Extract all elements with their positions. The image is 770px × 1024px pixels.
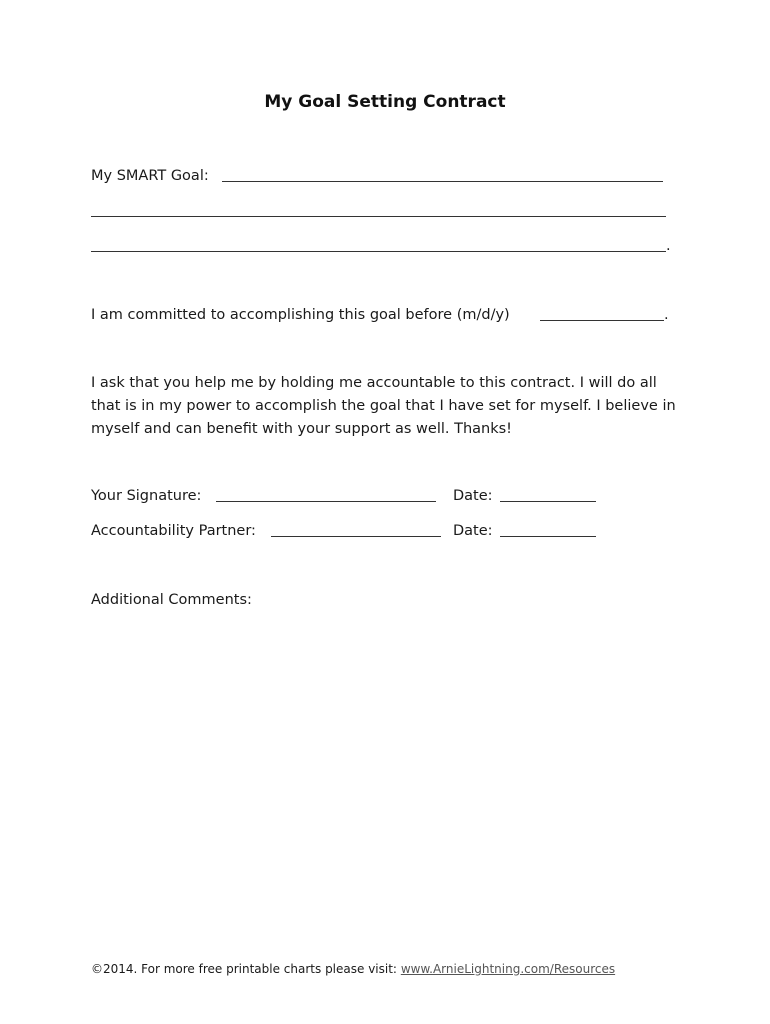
commitment-label: I am committed to accomplishing this goal before (m/d/y) — [91, 307, 510, 323]
commitment-period: . — [664, 307, 669, 323]
your-signature-label: Your Signature: — [91, 488, 202, 504]
footer-link[interactable]: www.ArnieLightning.com/Resources — [400, 962, 616, 976]
request-paragraph: I ask that you help me by holding me accountable to this contract. I will do all that is in my power to accomplish the goal that I have set for myself. I believe in myself and can benefit with your support as well. Thanks! — [91, 375, 676, 437]
additional-comments-row — [91, 590, 252, 610]
smart-goal-line-2[interactable] — [91, 216, 666, 217]
smart-goal-line-1[interactable] — [222, 181, 663, 182]
partner-date-row — [453, 521, 493, 541]
smart-goal-row — [91, 166, 209, 186]
smart-goal-label: My SMART Goal: — [91, 168, 209, 184]
partner-label: Accountability Partner: — [91, 523, 256, 539]
your-signature-date-line[interactable] — [500, 501, 596, 502]
footer — [91, 961, 615, 977]
commitment-row — [91, 305, 510, 325]
your-signature-line[interactable] — [216, 501, 436, 502]
partner-signature-line[interactable] — [271, 536, 441, 537]
partner-date-label: Date: — [453, 523, 493, 539]
additional-comments-area[interactable] — [91, 620, 666, 940]
smart-goal-line-3[interactable] — [91, 251, 666, 252]
footer-text: ©2014. For more free printable charts please visit: — [91, 962, 397, 976]
page-title: My Goal Setting Contract — [264, 92, 506, 112]
smart-goal-period: . — [666, 238, 671, 254]
your-signature-date-label: Date: — [453, 488, 493, 504]
commitment-date-line[interactable] — [540, 320, 664, 321]
partner-date-line[interactable] — [500, 536, 596, 537]
your-signature-date-row — [453, 486, 493, 506]
your-signature-row — [91, 486, 201, 506]
additional-comments-label: Additional Comments: — [91, 592, 252, 608]
partner-row — [91, 521, 256, 541]
